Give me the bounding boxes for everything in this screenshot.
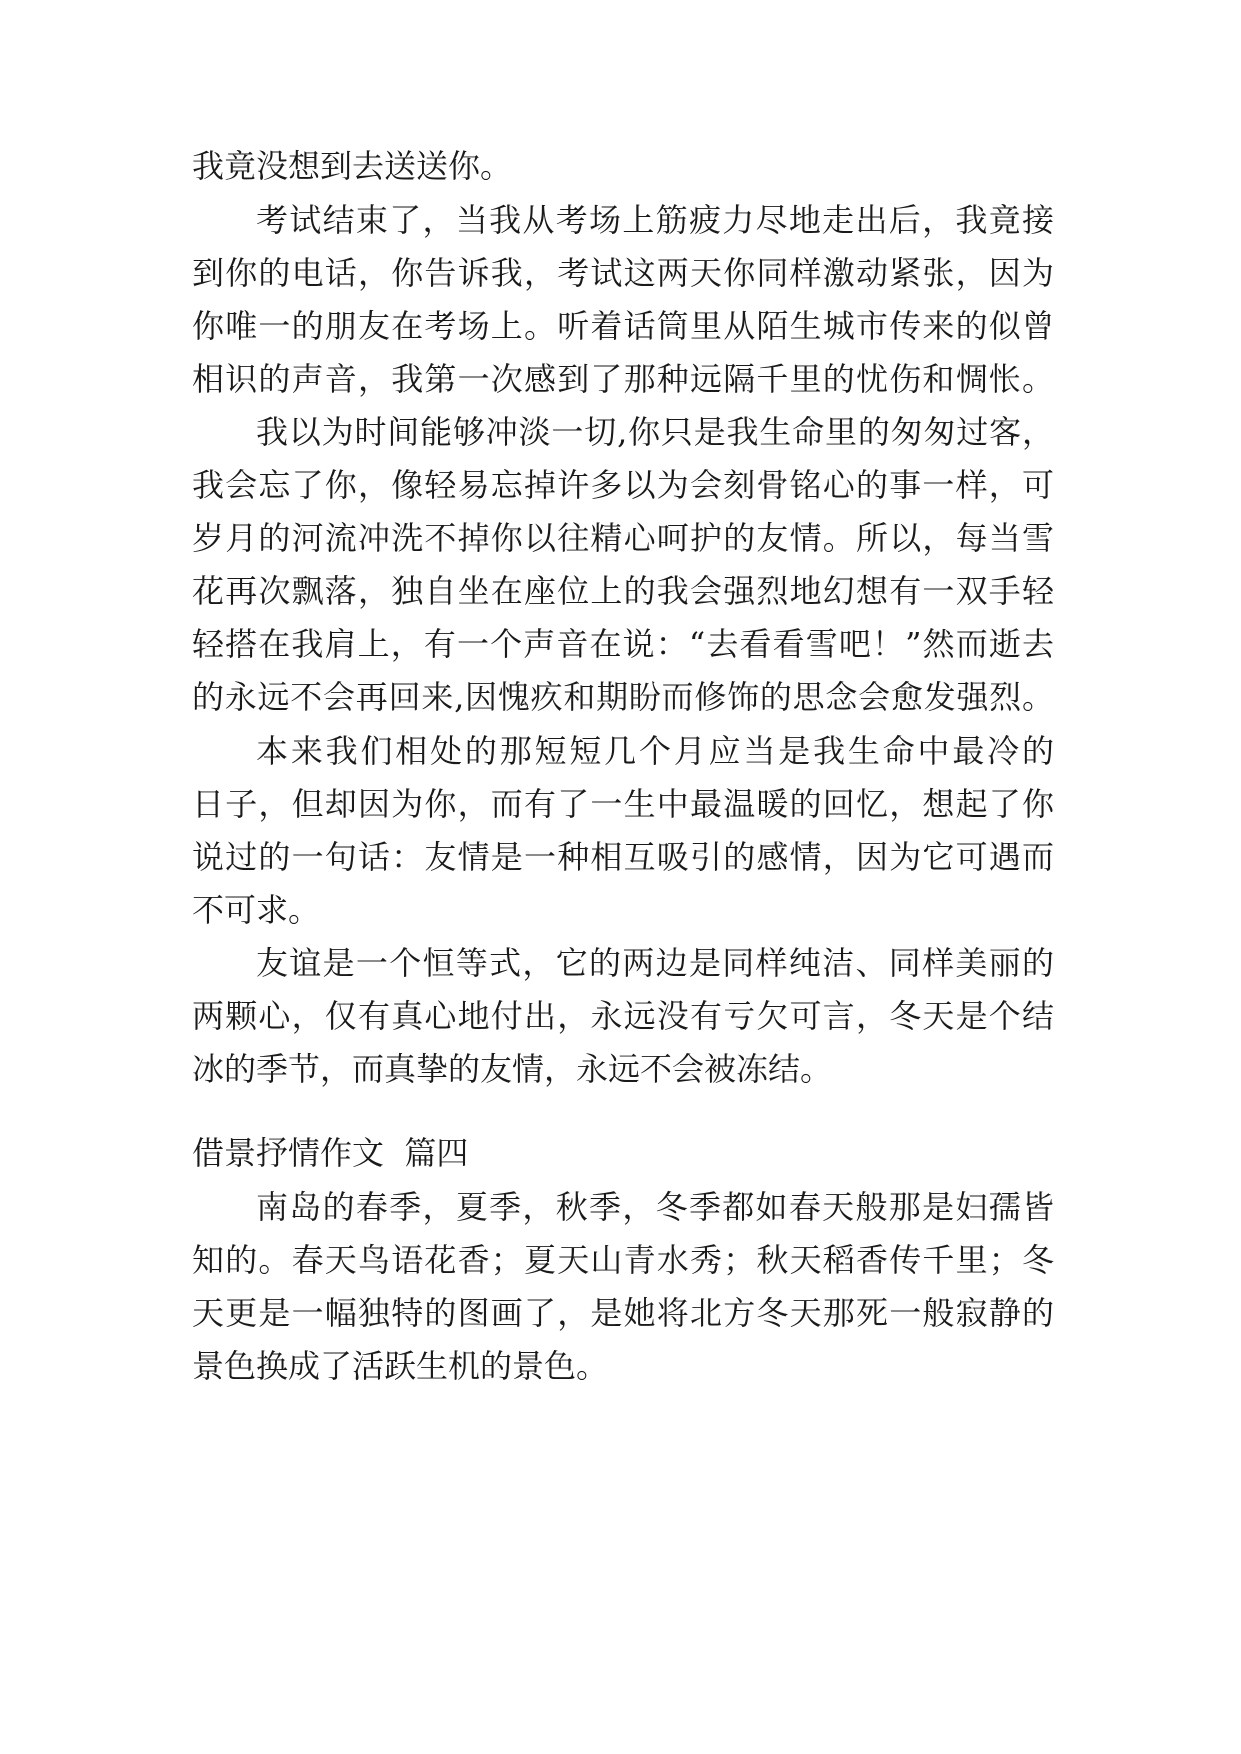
paragraph-line: 你唯一的朋友在考场上。听着话筒里从陌生城市传来的似曾 (192, 307, 1054, 345)
paragraph-line: 考试结束了，当我从考场上筋疲力尽地走出后，我竟接 (256, 201, 1054, 239)
paragraph-line: 我以为时间能够冲淡一切,你只是我生命里的匆匆过客， (256, 413, 1054, 451)
paragraph-line: 花再次飘落，独自坐在座位上的我会强烈地幻想有一双手轻 (192, 572, 1054, 610)
paragraph-line: 日子，但却因为你，而有了一生中最温暖的回忆，想起了你 (192, 785, 1054, 823)
paragraph-line: 我会忘了你，像轻易忘掉许多以为会刻骨铭心的事一样，可 (192, 466, 1054, 504)
paragraph-line: 两颗心，仅有真心地付出，永远没有亏欠可言，冬天是个结 (192, 997, 1054, 1035)
paragraph-line: 冰的季节，而真挚的友情，永远不会被冻结。 (192, 1050, 833, 1088)
paragraph-line: 到你的电话，你告诉我，考试这两天你同样激动紧张，因为 (192, 254, 1054, 292)
paragraph-line: 说过的一句话：友情是一种相互吸引的感情，因为它可遇而 (192, 838, 1054, 876)
paragraph-line: 轻搭在我肩上，有一个声音在说：“去看看雪吧！”然而逝去 (192, 625, 1054, 663)
paragraph-line: 天更是一幅独特的图画了，是她将北方冬天那死一般寂静的 (192, 1294, 1054, 1332)
paragraph-line: 我竟没想到去送送你。 (192, 147, 513, 185)
paragraph-line: 岁月的河流冲洗不掉你以往精心呵护的友情。所以，每当雪 (192, 519, 1054, 557)
paragraph-line: 的永远不会再回来,因愧疚和期盼而修饰的思念会愈发强烈。 (192, 678, 1054, 716)
paragraph-line: 不可求。 (192, 891, 321, 929)
paragraph-line: 友谊是一个恒等式，它的两边是同样纯洁、同样美丽的 (256, 944, 1054, 982)
paragraph-line: 景色换成了活跃生机的景色。 (192, 1347, 609, 1385)
section-heading: 借景抒情作文 篇四 (192, 1134, 469, 1172)
paragraph-line: 相识的声音，我第一次感到了那种远隔千里的忧伤和惆怅。 (192, 360, 1054, 398)
paragraph-line: 南岛的春季，夏季，秋季，冬季都如春天般那是妇孺皆 (256, 1188, 1054, 1226)
paragraph-line: 知的。春天鸟语花香；夏天山青水秀；秋天稻香传千里；冬 (192, 1241, 1054, 1279)
paragraph-line: 本来我们相处的那短短几个月应当是我生命中最冷的 (256, 732, 1054, 770)
